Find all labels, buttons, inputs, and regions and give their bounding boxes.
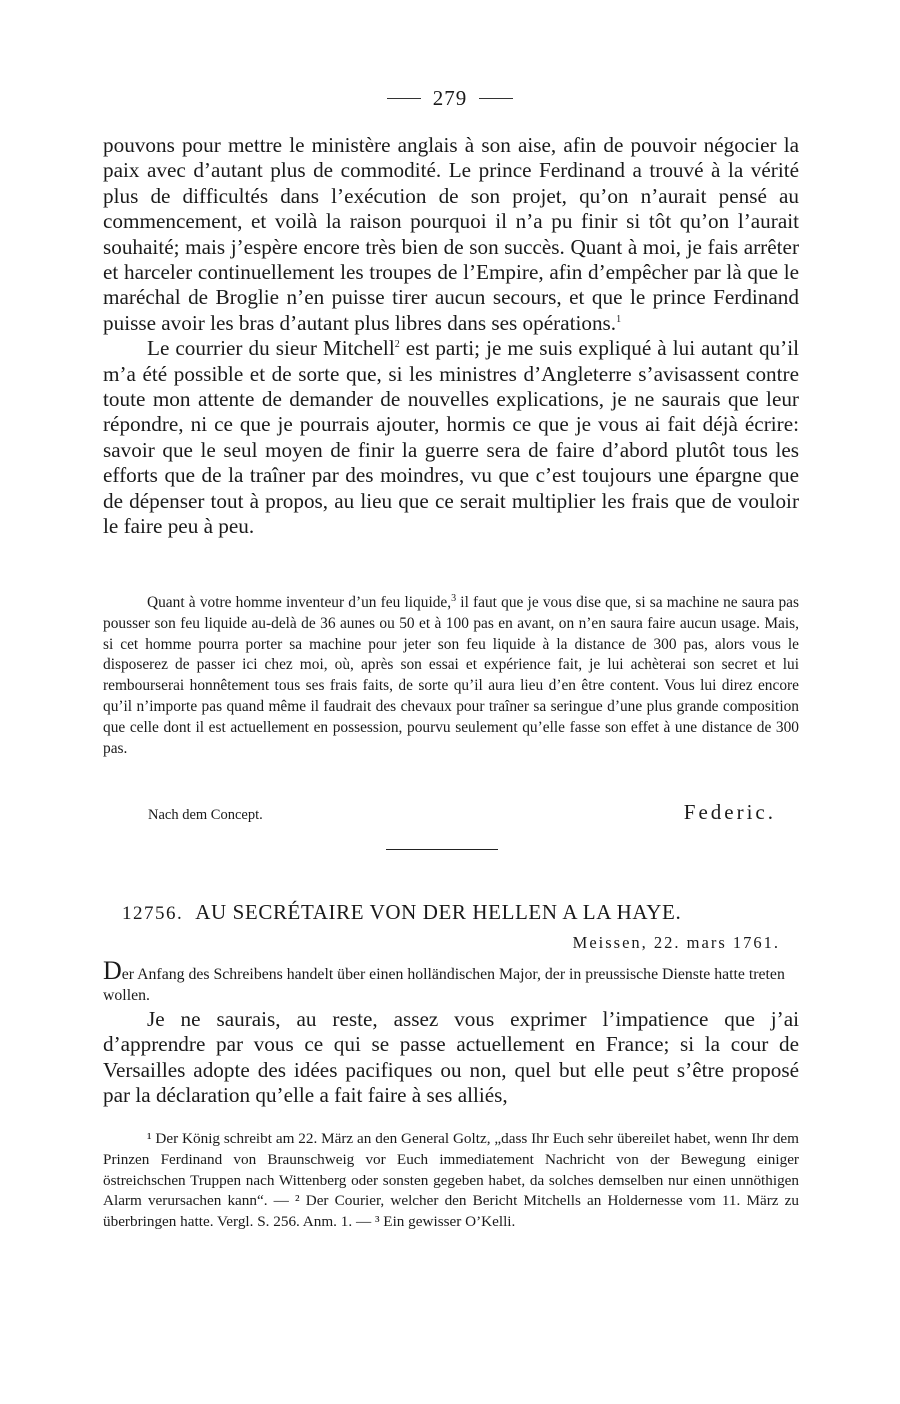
letter-paragraph: Je ne saurais, au reste, assez vous exprimer l’impatience que j’ai d’apprendre par vous ce qui se passe actuellement en France; si la cour de Versailles adopte des idées pacifiques ou non, quel but elle peut s’être proposé par la déclaration qu’elle a fait faire à ses alliés, [103,1007,799,1108]
section-divider [386,849,498,850]
paragraph-1-text: pouvons pour mettre le ministère anglais à son aise, afin de pouvoir négocier la paix avec d’autant plus de commodité. Le prince Ferdinand a trouvé à la vérité plus de difficultés dans l’exécution de son projet, qu’on n’aurait pensé au commencement, et voilà la raison pourquoi il n’a pu finir si tôt qu’on l’aurait souhaité; mais j’espère encore très bien de son succès. Quant à moi, je fais arrêter et harceler continuellement les troupes de l’Empire, afin d’empêcher par là que le maréchal de Broglie n’en puisse tirer aucun secours, et que le prince Ferdinand puisse avoir les bras d’autant plus libres dans ses opérations. [103,133,799,335]
postscript [103,593,799,759]
footnote-ref-1: 1 [616,313,622,325]
paragraph-1 [103,133,799,336]
source-note: Nach dem Concept. [148,807,263,823]
paragraph-2 [103,336,799,539]
footnotes [103,1129,799,1233]
footnote-ref-3: 3 [451,592,457,604]
summary-text: er Anfang des Schreibens handelt über einen holländischen Major, der in preussische Dienste hatte treten wollen. [103,966,785,1004]
signature-row [148,800,776,825]
postscript-paragraph [103,593,799,759]
footnotes-text: ¹ Der König schreibt am 22. März an den General Goltz, „dass Ihr Euch sehr übereilet habet, wenn Ihr dem Prinzen Ferdinand von Braunschweig vor Euch immediatement Nachricht von der Bewegung einiger östreichschen Truppen nach Wittenberg oder sonsten gegeben habet, da solches demselben nur einen unnöthigen Alarm verursachen kann“. — ² Der Courier, welcher den Bericht Mitchells an Holdernesse vom 11. März zu überbringen hatte. Vergl. S. 256. Anm. 1. — ³ Ein gewisser O’Kelli. [103,1130,799,1231]
page-header [0,86,900,111]
signature: Federic. [683,800,776,824]
letter-body [103,1007,799,1109]
postscript-text-a: Quant à votre homme inventeur d’un feu liquide, [147,594,452,611]
paragraph-2-text-a: Le courrier du sieur Mitchell [147,336,395,361]
continuation-body [103,133,799,540]
footnote-ref-2: 2 [394,339,400,351]
letter-number: 12756. [122,903,184,924]
letter-addressee: AU SECRÉTAIRE VON DER HELLEN A LA HAYE. [195,900,682,924]
postscript-text-b: il faut que je vous dise que, si sa machine ne saura pas pousser son feu liquide au-delà de 36 aunes ou 50 et à 100 pas en avant, on n’en saura faire aucun usage. Mais, si cet homme pourra porter sa machine pour jeter son feu liquide à la distance de 300 pas, alors vous le disposerez de passer ici chez moi, où, après son essai et expérience fait, je lui achèterai son secret et lui rembourserai honnêtement tous ses frais faits, de sorte qu’il aura lieu d’en être content. Vous lui direz encore qu’il n’importe pas quand même il faudrait des chevaux pour traîner sa seringue d’une plus grande composition que celle dont il est actuellement en possession, pourvu seulement qu’elle fasse son effet à une distance de 300 pas. [103,594,799,757]
paragraph-2-text-b: est parti; je me suis expliqué à lui autant qu’il m’a été possible et de sorte que, si les ministres d’Angleterre s’avisassent contre toute mon attente de demander de nouvelles explications, je ne saurais que leur répondre, ni ce que je pourrais ajouter, hormis ce que je vous ai fait déjà écrire: savoir que le seul moyen de finir la guerre sera de faire d’abord plutôt tous les efforts que de la traîner par des moindres, vu que c’est toujours une épargne que de dépenser tout à propos, au lieu que ce serait multiplier les frais que de vouloir le faire peu à peu. [103,336,799,539]
header-dash-left [387,98,421,99]
letter-heading [122,900,802,925]
page-number: 279 [432,86,468,110]
header-dash-right [479,98,513,99]
letter-dateline: Meissen, 22. mars 1761. [572,933,780,952]
letter-summary [103,958,799,1006]
summary-dropcap: D [103,956,122,985]
